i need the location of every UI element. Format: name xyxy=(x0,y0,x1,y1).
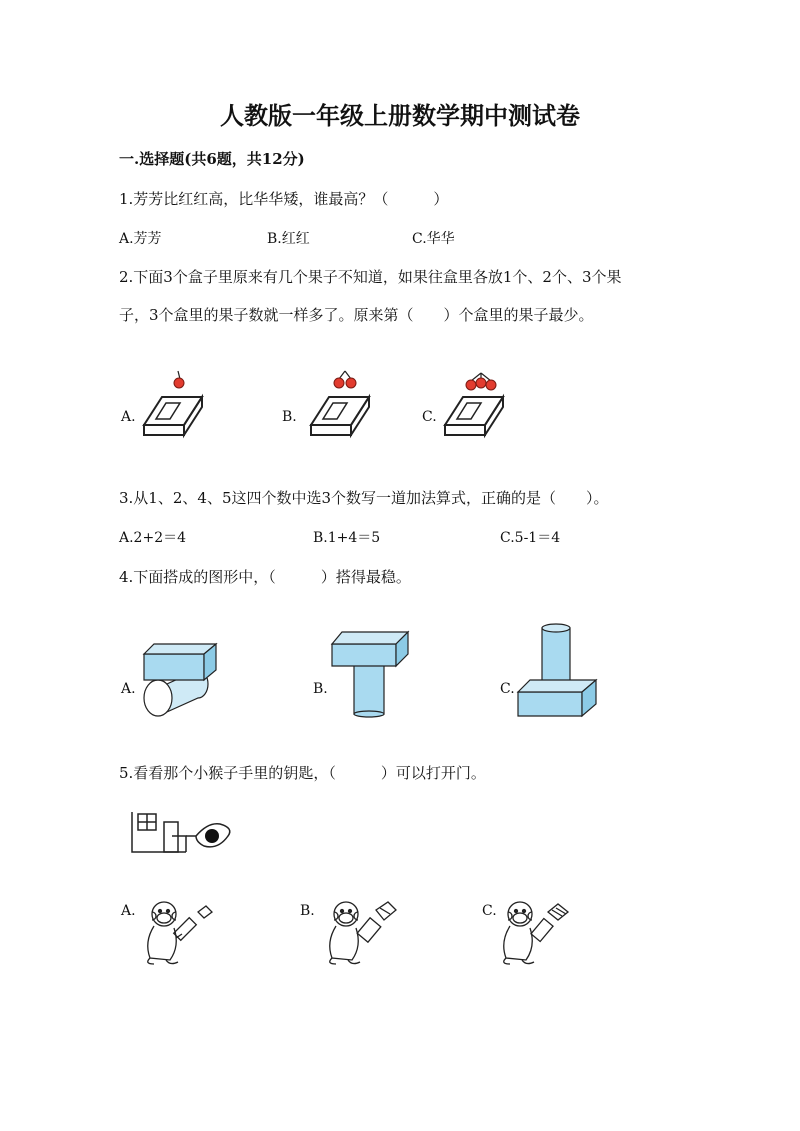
cherry-icon xyxy=(174,371,184,388)
q5-option-b[interactable]: B. xyxy=(300,903,315,919)
q5-option-c[interactable]: C. xyxy=(482,903,497,919)
q4-shape-c-image xyxy=(516,620,600,720)
q3-option-c[interactable]: C.5-1＝4 xyxy=(500,530,561,546)
q1-option-a[interactable]: A.芳芳 xyxy=(119,231,162,247)
q5-option-a[interactable]: A. xyxy=(121,903,136,919)
q3-option-a[interactable]: A.2+2＝4 xyxy=(119,530,187,546)
q4-shape-b-image xyxy=(330,630,412,718)
door-lock-image xyxy=(130,812,240,856)
q2-box-c-image xyxy=(441,367,511,439)
question-2-line1: 2.下面3个盒子里原来有几个果子不知道，如果往盒里各放1个、2个、3个果 xyxy=(119,268,622,286)
monkey-c-image xyxy=(496,898,576,970)
q2-option-c[interactable]: C. xyxy=(422,409,437,425)
q2-box-a-image xyxy=(140,367,210,439)
page-title: 人教版一年级上册数学期中测试卷 xyxy=(220,101,580,130)
q2-option-a[interactable]: A. xyxy=(121,409,136,425)
q4-shape-a-image xyxy=(138,640,228,715)
question-5-text: 5.看看那个小猴子手里的钥匙，（ ）可以打开门。 xyxy=(119,764,486,782)
cherry-icon xyxy=(466,373,496,390)
lock-keyhole-icon xyxy=(205,829,219,843)
question-2-line2: 子，3个盒里的果子数就一样多了。原来第（ ）个盒里的果子最少。 xyxy=(119,306,594,324)
question-1-text: 1.芳芳比红红高，比华华矮，谁最高？（ ） xyxy=(119,190,449,208)
monkey-b-image xyxy=(322,898,402,970)
section-heading: 一.选择题(共6题，共12分) xyxy=(119,150,305,168)
question-4-text: 4.下面搭成的图形中，（ ）搭得最稳。 xyxy=(119,568,411,586)
q4-option-c[interactable]: C. xyxy=(500,681,515,697)
q1-option-c[interactable]: C.华华 xyxy=(412,231,455,247)
q3-option-b[interactable]: B.1+4＝5 xyxy=(313,530,381,546)
q4-option-b[interactable]: B. xyxy=(313,681,328,697)
q2-option-b[interactable]: B. xyxy=(282,409,297,425)
cherry-icon xyxy=(334,371,356,388)
q4-option-a[interactable]: A. xyxy=(121,681,136,697)
monkey-a-image xyxy=(140,898,220,970)
question-3-text: 3.从1、2、4、5这四个数中选3个数写一道加法算式，正确的是（ ）。 xyxy=(119,489,609,507)
q1-option-b[interactable]: B.红红 xyxy=(267,231,310,247)
q2-box-b-image xyxy=(307,367,377,439)
